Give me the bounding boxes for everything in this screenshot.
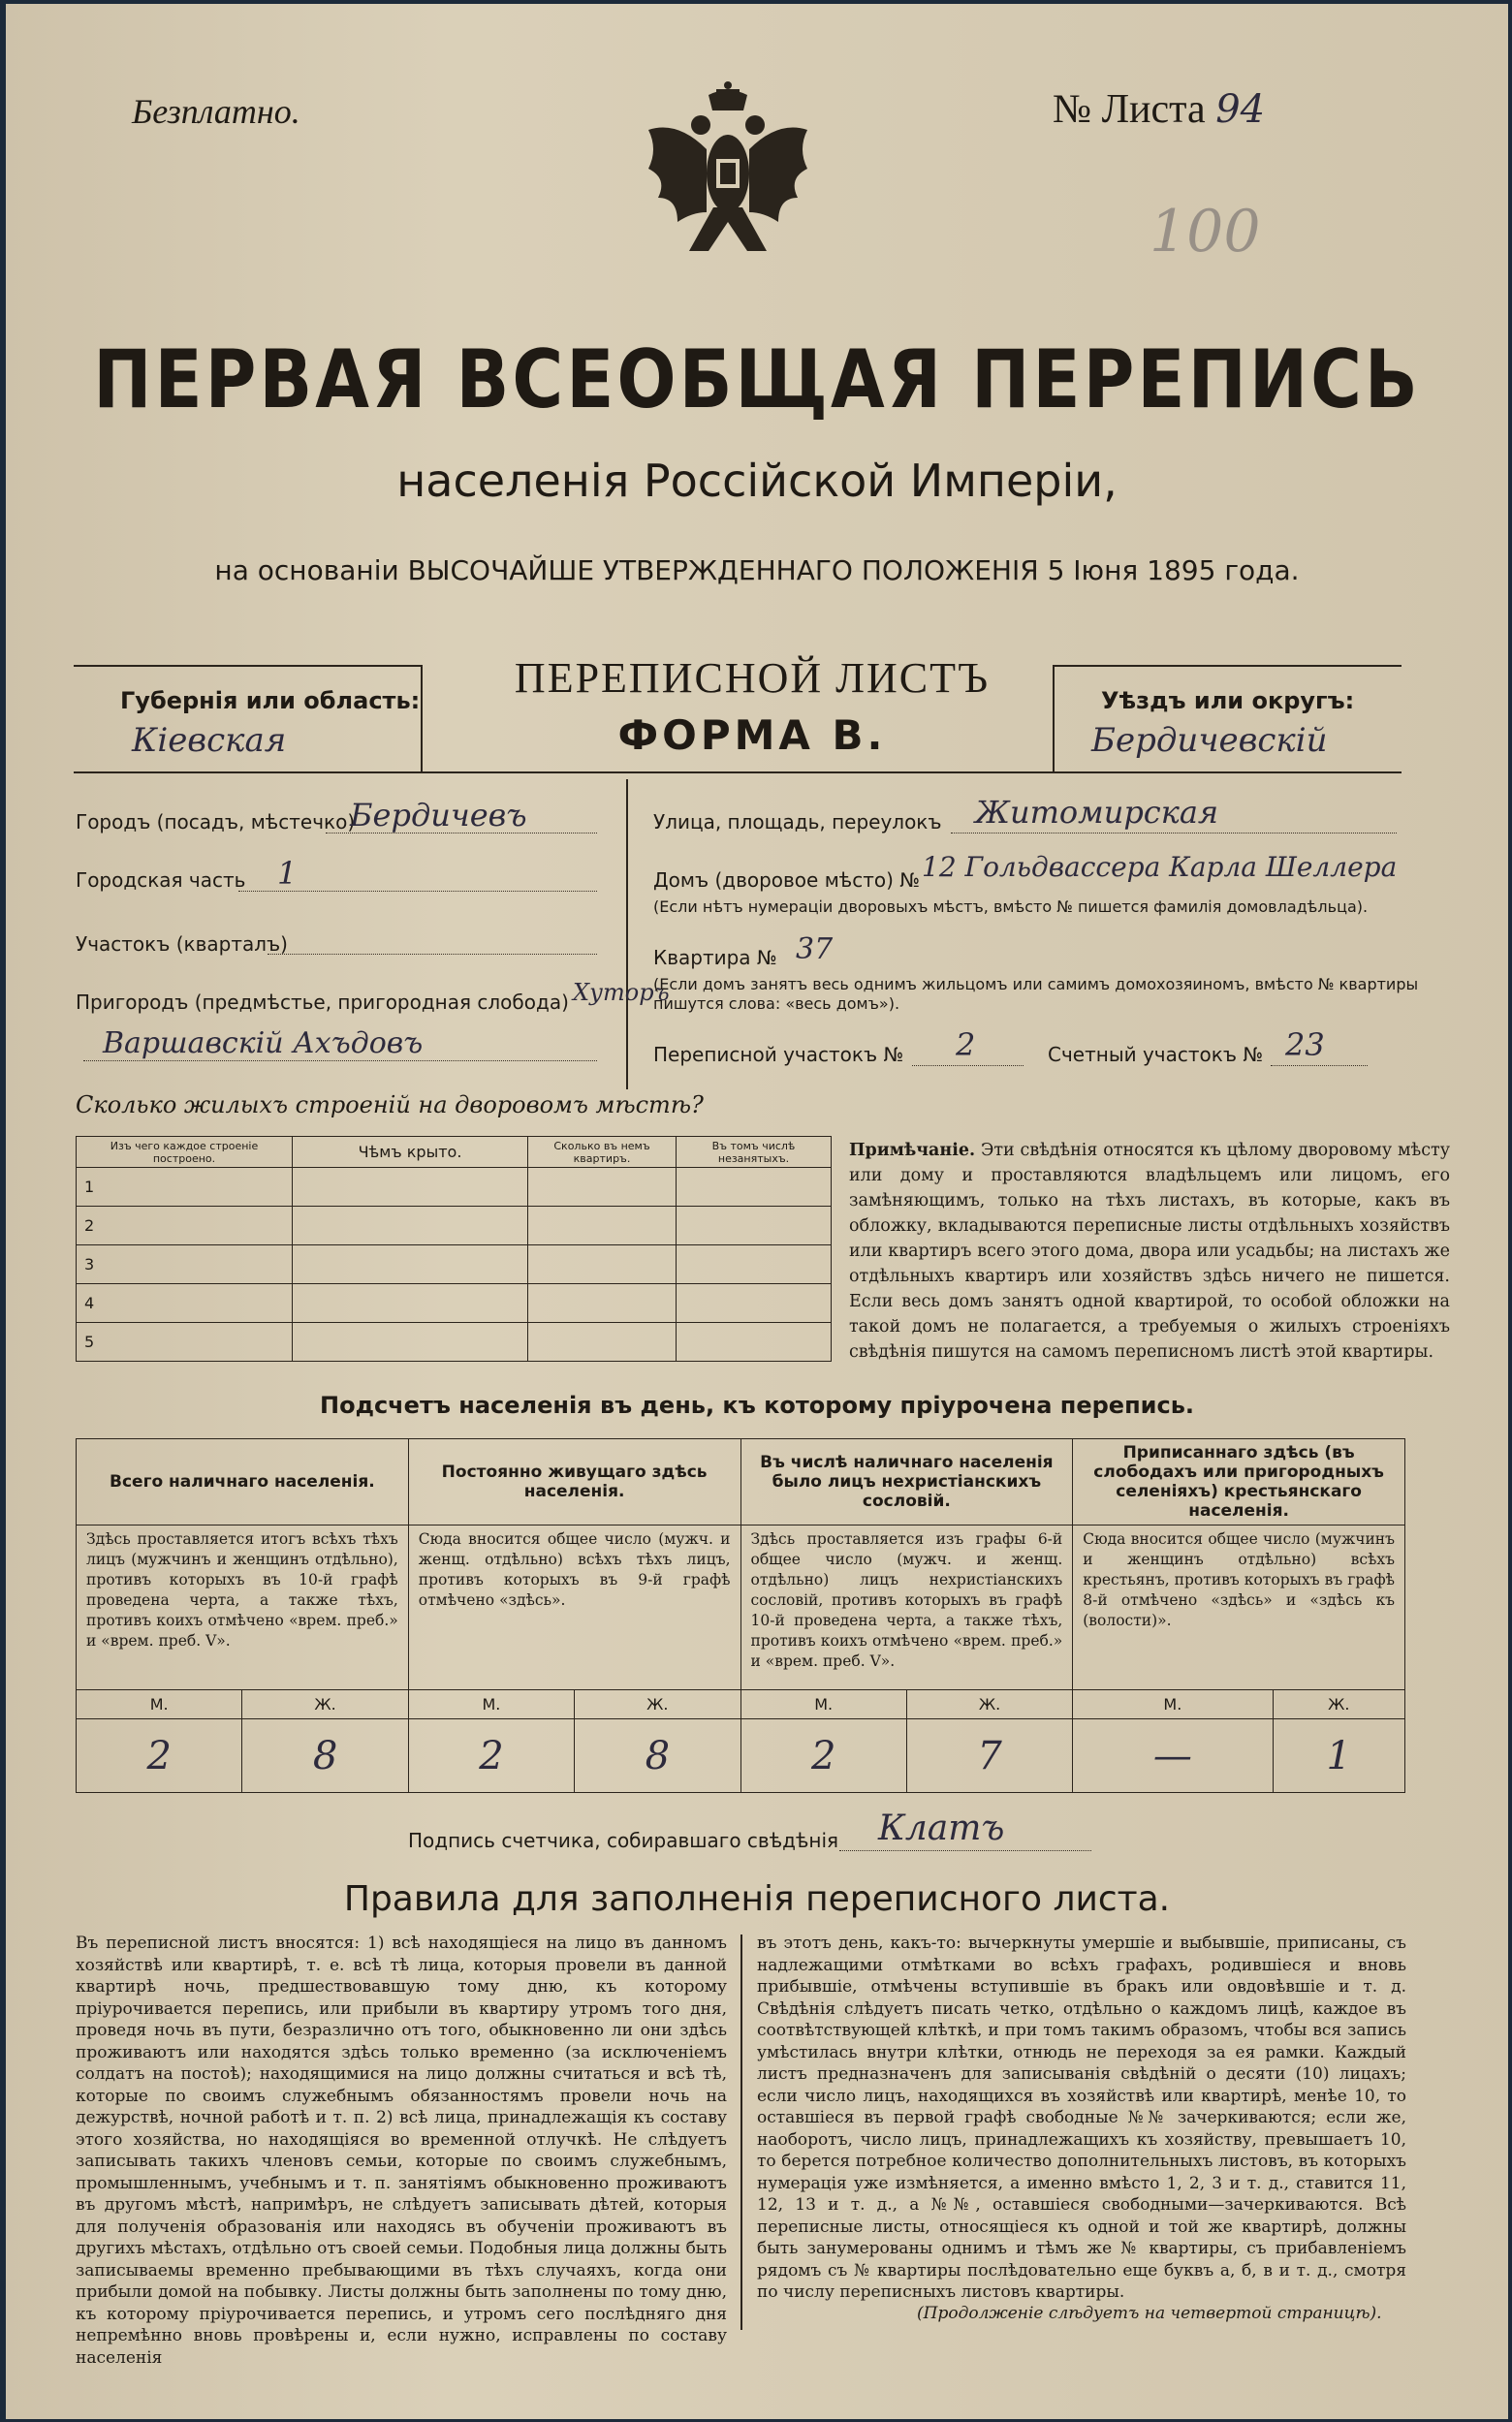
count-area-value: 23 xyxy=(1285,1026,1325,1063)
buildings-header-material: Изъ чего каждое строеніе построено. xyxy=(77,1137,293,1168)
buildings-table xyxy=(76,1136,832,1362)
summary-head-total: Всего наличнаго населенія. xyxy=(77,1439,409,1526)
summary-text-nonchristian: Здѣсь проставляется изъ графы 6-й общее число (мужч. и женщ. отдѣльно) лицъ нехристіанскихъ сословій, противъ которыхъ въ графѣ 10-й проведена черта, а также тѣхъ, противъ коихъ отмѣчено «врем. преб.» и «врем. преб. V». xyxy=(740,1526,1073,1690)
summary-text-peasants: Сюда вносится общее число (мужчинъ и женщинъ отдѣльно) всѣхъ крестьянъ, противъ которыхъ въ графѣ 8-й отмѣчено «здѣсь» и «здѣсь къ (волости)». xyxy=(1073,1526,1405,1690)
rules-continuation: (Продолженіе слѣдуетъ на четвертой страницѣ). xyxy=(917,2304,1382,2323)
peasants-male: — xyxy=(1073,1719,1273,1793)
rules-title: Правила для заполненія переписного листа. xyxy=(343,1879,1171,1919)
census-area-value: 2 xyxy=(956,1026,976,1063)
street-label: Улица, площадь, переулокъ xyxy=(653,810,942,834)
house-note: (Если нѣтъ нумераціи дворовыхъ мѣстъ, вмѣсто № пишется фамилія домовладѣльца). xyxy=(653,897,1369,916)
page-title: ПЕРВАЯ ВСЕОБЩАЯ ПЕРЕПИСЬ xyxy=(93,331,1421,426)
total-female: 8 xyxy=(242,1719,408,1793)
table-row: 4 xyxy=(77,1284,832,1323)
guberniya-label: Губернія или область: xyxy=(120,687,421,714)
nonchristian-male: 2 xyxy=(740,1719,906,1793)
apartment-note: (Если домъ занятъ весь однимъ жильцомъ или самимъ домохозяиномъ, вмѣсто № квартиры пишутся слова: «весь домъ»). xyxy=(653,975,1419,1013)
page-subtitle: населенія Россійской Имперіи, xyxy=(396,455,1118,507)
guberniya-value: Кіевская xyxy=(132,721,287,760)
table-row: 2 xyxy=(77,1207,832,1245)
city-part-label: Городская часть xyxy=(76,868,246,892)
buildings-question: Сколько жилыхъ строеній на дворовомъ мѣстѣ? xyxy=(76,1091,704,1118)
census-area-label: Переписной участокъ № xyxy=(653,1043,904,1066)
district-label: Участокъ (кварталъ) xyxy=(76,932,288,956)
legal-basis: на основаніи ВЫСОЧАЙШЕ УТВЕРЖДЕННАГО ПОЛОЖЕНІЯ 5 Іюня 1895 года. xyxy=(214,554,1300,586)
corner-mark: 100 xyxy=(1150,198,1261,266)
summary-head-nonchristian: Въ числѣ наличнаго населенія было лицъ нехристіанскихъ сословій. xyxy=(740,1439,1073,1526)
peasants-female: 1 xyxy=(1273,1719,1405,1793)
suburb-value: Хуторъ xyxy=(573,979,670,1006)
house-value: 12 Гольдвассера Карла Шеллера xyxy=(922,851,1398,883)
rules-left-column: Въ переписной листъ вносятся: 1) всѣ находящіеся на лицо въ данномъ хозяйствѣ или квартирѣ, т. е. всѣ тѣ лица, которыя провели въ данной квартирѣ ночь, предшествовавшую тому дню, къ которому пріурочивается перепись, или прибыли въ квартиру утромъ того дня, проведя ночь въ пути, безразлично отъ того, обыкновенно ли они здѣсь проживаютъ или находятся здѣсь только временно (за исключеніемъ солдатъ на постоѣ); находящимися на лицо должны считаться и всѣ тѣ, которые по своимъ служебнымъ обязанностямъ провели ночь на дежурствѣ, ночной работѣ и т. п. 2) всѣ лица, принадлежащія къ составу этого хозяйства, но находящіяся во временной отлучкѣ. Не слѣдуетъ записывать такихъ членовъ семьи, которые по своимъ служебнымъ, промышленнымъ, учебнымъ и т. п. занятіямъ обыкновенно проживаютъ въ другомъ мѣстѣ, напримѣръ, не слѣдуетъ записывать дѣтей, которыя для полученія образованія или находясь въ обученіи проживаютъ въ другихъ мѣстахъ, отдѣльно отъ своей семьи. Подобныя лица должны быть записываемы временно пребывающими въ тѣхъ случаяхъ, когда они прибыли домой на побывку. Листы должны быть заполнены по тому дню, къ которому пріурочивается перепись, и утромъ сего послѣдняго дня непремѣнно вновь провѣрены и, если нужно, исправлены по составу населенія xyxy=(76,1934,727,2368)
total-male: 2 xyxy=(77,1719,242,1793)
apartment-value: 37 xyxy=(796,932,834,966)
permanent-male: 2 xyxy=(408,1719,574,1793)
summary-table: Всего наличнаго населенія. Постоянно живущаго здѣсь населенія. Въ числѣ наличнаго населенія было лицъ нехристіанскихъ сословій. Приписаннаго здѣсь (въ слободахъ или пригородныхъ селеніяхъ) крестьянскаго населенія. Здѣсь проставляется итогъ всѣхъ тѣхъ лицъ (мужчинъ и женщинъ отдѣльно), противъ которыхъ въ 10-й графѣ проведена черта, а также тѣхъ, противъ коихъ отмѣчено «врем. преб.» и «врем. преб. V». Сюда вносится общее число (мужч. и женщ. отдѣльно) всѣхъ тѣхъ лицъ, противъ которыхъ въ 9-й графѣ отмѣчено «здѣсь». Здѣсь проставляется изъ графы 6-й общее число (мужч. и женщ. отдѣльно) лицъ нехристіанскихъ сословій, противъ которыхъ въ графѣ 10-й проведена черта, а также тѣхъ, противъ коихъ отмѣчено «врем. преб.» и «врем. преб. V». Сюда вносится общее число (мужчинъ и женщинъ отдѣльно) всѣхъ крестьянъ, противъ которыхъ въ графѣ 8-й отмѣчено «здѣсь» и «здѣсь къ (волости)». М. Ж. М. Ж. М. Ж. М. Ж. 2 8 2 8 2 7 — 1 xyxy=(76,1438,1405,1793)
buildings-header-roof: Чѣмъ крыто. xyxy=(293,1137,528,1168)
apartment-label: Квартира № xyxy=(653,946,777,969)
rules-right-column: въ этотъ день, какъ-то: вычеркнуты умершіе и выбывшіе, приписаны, съ надлежащими отмѣтками во всѣхъ графахъ, родившіеся и вновь прибывшіе, отмѣчены вступившіе въ бракъ или овдовѣвшіе и т. д. Свѣдѣнія слѣдуетъ писать четко, отдѣльно о каждомъ лицѣ, каждое въ соотвѣтствующей клѣткѣ, и при томъ такимъ образомъ, чтобы вся запись умѣстилась внутри клѣтки, отнюдь не переходя за ея рамки. Каждый листъ предназначенъ для записыванія свѣдѣній о десяти (10) лицахъ; если число лицъ, находящихся въ хозяйствѣ или квартирѣ, менѣе 10, то оставшіеся въ первой графѣ свободные №№ зачеркиваются; если же, наоборотъ, число лицъ, принадлежащихъ къ хозяйству, превышаетъ 10, то берется потребное количество дополнительныхъ листовъ, въ которыхъ нумерація уже измѣняется, а именно вмѣсто 1, 2, 3 и т. д., ставится 11, 12, 13 и т. д., а №№, оставшіеся свободными—зачеркиваются. Всѣ переписные листы, относящіеся къ одной и той же квартирѣ, должны быть занумерованы однимъ и тѣмъ же № квартиры, съ прибавленіемъ рядомъ съ № квартиры послѣдовательно еще буквъ а, б, в и т. д., смотря по числу переписныхъ листовъ квартиры. xyxy=(757,1934,1406,2302)
sheet-number: № Листа 94 xyxy=(1053,87,1266,132)
summary-text-permanent: Сюда вносится общее число (мужч. и женщ. отдѣльно) всѣхъ тѣхъ лицъ, противъ которыхъ въ 9-й графѣ отмѣчено «здѣсь». xyxy=(408,1526,740,1690)
uezd-label: Уѣздъ или округъ: xyxy=(1101,687,1355,714)
imperial-eagle-emblem xyxy=(641,81,815,275)
summary-title: Подсчетъ населенія въ день, къ которому пріурочена перепись. xyxy=(320,1392,1194,1419)
signature-value: Клатъ xyxy=(878,1809,1005,1848)
summary-head-peasants: Приписаннаго здѣсь (въ слободахъ или пригородныхъ селеніяхъ) крестьянскаго населенія. xyxy=(1073,1439,1405,1526)
permanent-female: 8 xyxy=(575,1719,740,1793)
suburb-value-2: Варшавскій Ахъдовъ xyxy=(103,1026,424,1060)
city-value: Бердичевъ xyxy=(350,797,527,834)
table-row: 1 xyxy=(77,1168,832,1207)
free-label: Безплатно. xyxy=(132,92,300,131)
table-row: 3 xyxy=(77,1245,832,1284)
table-row: 5 xyxy=(77,1323,832,1362)
summary-text-total: Здѣсь проставляется итогъ всѣхъ тѣхъ лицъ (мужчинъ и женщинъ отдѣльно), противъ которыхъ въ 10-й графѣ проведена черта, а также тѣхъ, противъ коихъ отмѣчено «врем. преб.» и «врем. преб. V». xyxy=(77,1526,409,1690)
uezd-value: Бердичевскій xyxy=(1091,721,1328,760)
nonchristian-female: 7 xyxy=(906,1719,1072,1793)
suburb-label: Пригородъ (предмѣстье, пригородная слобода) xyxy=(76,991,569,1014)
city-label: Городъ (посадъ, мѣстечко) xyxy=(76,810,356,834)
house-label: Домъ (дворовое мѣсто) № xyxy=(653,868,921,892)
form-name: ФОРМА В. xyxy=(617,711,887,759)
sheet-number-value: 94 xyxy=(1215,87,1266,132)
census-sheet xyxy=(6,4,1508,2419)
summary-head-permanent: Постоянно живущаго здѣсь населенія. xyxy=(408,1439,740,1526)
count-area-label: Счетный участокъ № xyxy=(1048,1043,1264,1066)
sheet-type-title: ПЕРЕПИСНОЙ ЛИСТЪ xyxy=(514,654,991,702)
buildings-header-apartments: Сколько въ немъ квартиръ. xyxy=(528,1137,677,1168)
street-value: Житомирская xyxy=(975,794,1219,831)
buildings-note: Примѣчаніе. Эти свѣдѣнія относятся къ цѣлому дворовому мѣсту или дому и проставляются владѣльцемъ или лицомъ, его замѣняющимъ, только на тѣхъ листахъ, въ которые, какъ въ обложку, вкладываются переписные листы отдѣльныхъ хозяйствъ или квартиръ всего этого дома, двора или усадьбы; на листахъ же отдѣльныхъ квартиръ или хозяйствъ здѣсь ничего не пишется. Если весь домъ занятъ одной квартирой, то особой обложки на такой домъ не полагается, а требуемыя о жилыхъ строеніяхъ свѣдѣнія пишутся на самомъ переписномъ листѣ этой квартиры. xyxy=(849,1141,1450,1362)
buildings-header-vacant: Въ томъ числѣ незанятыхъ. xyxy=(677,1137,832,1168)
signature-label: Подпись счетчика, собиравшаго свѣдѣнія xyxy=(408,1829,839,1852)
city-part-value: 1 xyxy=(277,855,298,892)
